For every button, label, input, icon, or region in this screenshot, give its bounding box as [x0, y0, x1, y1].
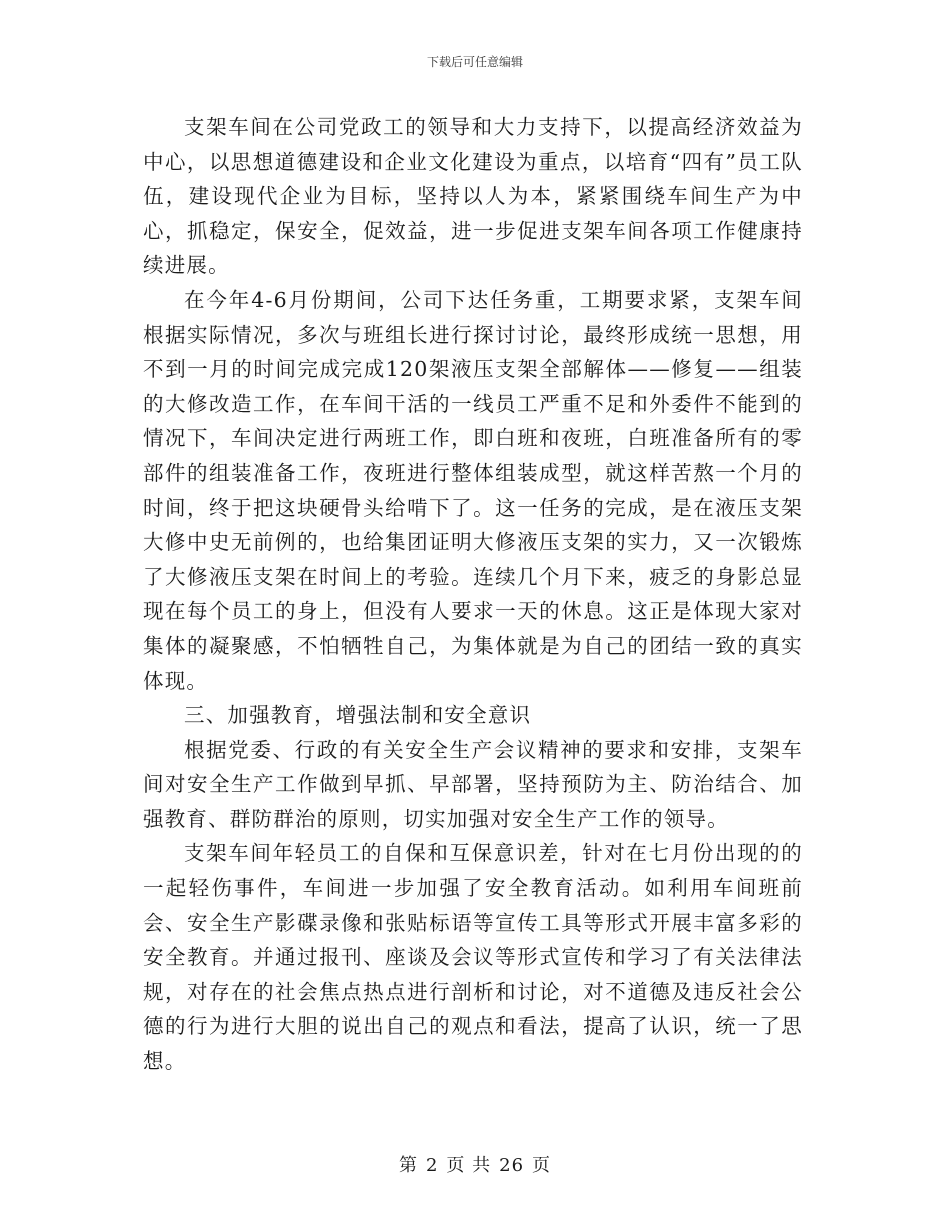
- footer-suffix: 页: [532, 1155, 552, 1176]
- section-heading: 三、加强教育，增强法制和安全意识: [184, 703, 532, 728]
- footer-middle: 页 共: [446, 1155, 492, 1176]
- current-page-number: 2: [425, 1155, 439, 1176]
- paragraph-safety-education: 支架车间年轻员工的自保和互保意识差，针对在七月份出现的的一起轻伤事件，车间进一步加强了安全教育活动。如利用车间班前会、安全生产影碟录像和张贴标语等宣传工具等形式开展丰富多彩的安全教育。并通过报刊、座谈及会议等形式宣传和学习了有关法律法规，对存在的社会焦点热点进行剖析和讨论，对不道德及违反社会公德的行为进行大胆的说出自己的观点和看法，提高了认识，统一了思想。: [143, 841, 803, 1074]
- paragraph-task-completion: 在今年4-6月份期间，公司下达任务重，工期要求紧，支架车间根据实际情况，多次与班组长进行探讨讨论，最终形成统一思想，用不到一月的时间完成完成120架液压支架全部解体——修复——组装的大修改造工作，在车间干活的一线员工严重不足和外委件不能到的情况下，车间决定进行两班工作，即白班和夜班，白班准备所有的零部件的组装准备工作，夜班进行整体组装成型，就这样苦熬一个月的时间，终于把这块硬骨头给啃下了。这一任务的完成，是在液压支架大修中史无前例的，也给集团证明大修液压支架的实力，又一次锻炼了大修液压支架在时间上的考验。连续几个月下来，疲乏的身影总显现在每个员工的身上，但没有人要求一天的休息。这正是体现大家对集体的凝聚感，不怕牺牲自己，为集体就是为自己的团结一致的真实体现。: [143, 287, 803, 693]
- total-page-number: 26: [499, 1155, 525, 1176]
- page-header: 下载后可任意编辑: [426, 55, 523, 69]
- footer-prefix: 第: [398, 1155, 418, 1176]
- paragraph-intro: 支架车间在公司党政工的领导和大力支持下，以提高经济效益为中心，以思想道德建设和企业文化建设为重点，以培育“四有”员工队伍，建设现代企业为目标，坚持以人为本，紧紧围绕车间生产为中心，抓稳定，保安全，促效益，进一步促进支架车间各项工作健康持续进展。: [143, 115, 803, 278]
- paragraph-safety-policy: 根据党委、行政的有关安全生产会议精神的要求和安排，支架车间对安全生产工作做到早抓、早部署，坚持预防为主、防治结合、加强教育、群防群治的原则，切实加强对安全生产工作的领导。: [143, 737, 803, 831]
- page-footer: [0, 1154, 950, 1178]
- document-body: [143, 110, 803, 1079]
